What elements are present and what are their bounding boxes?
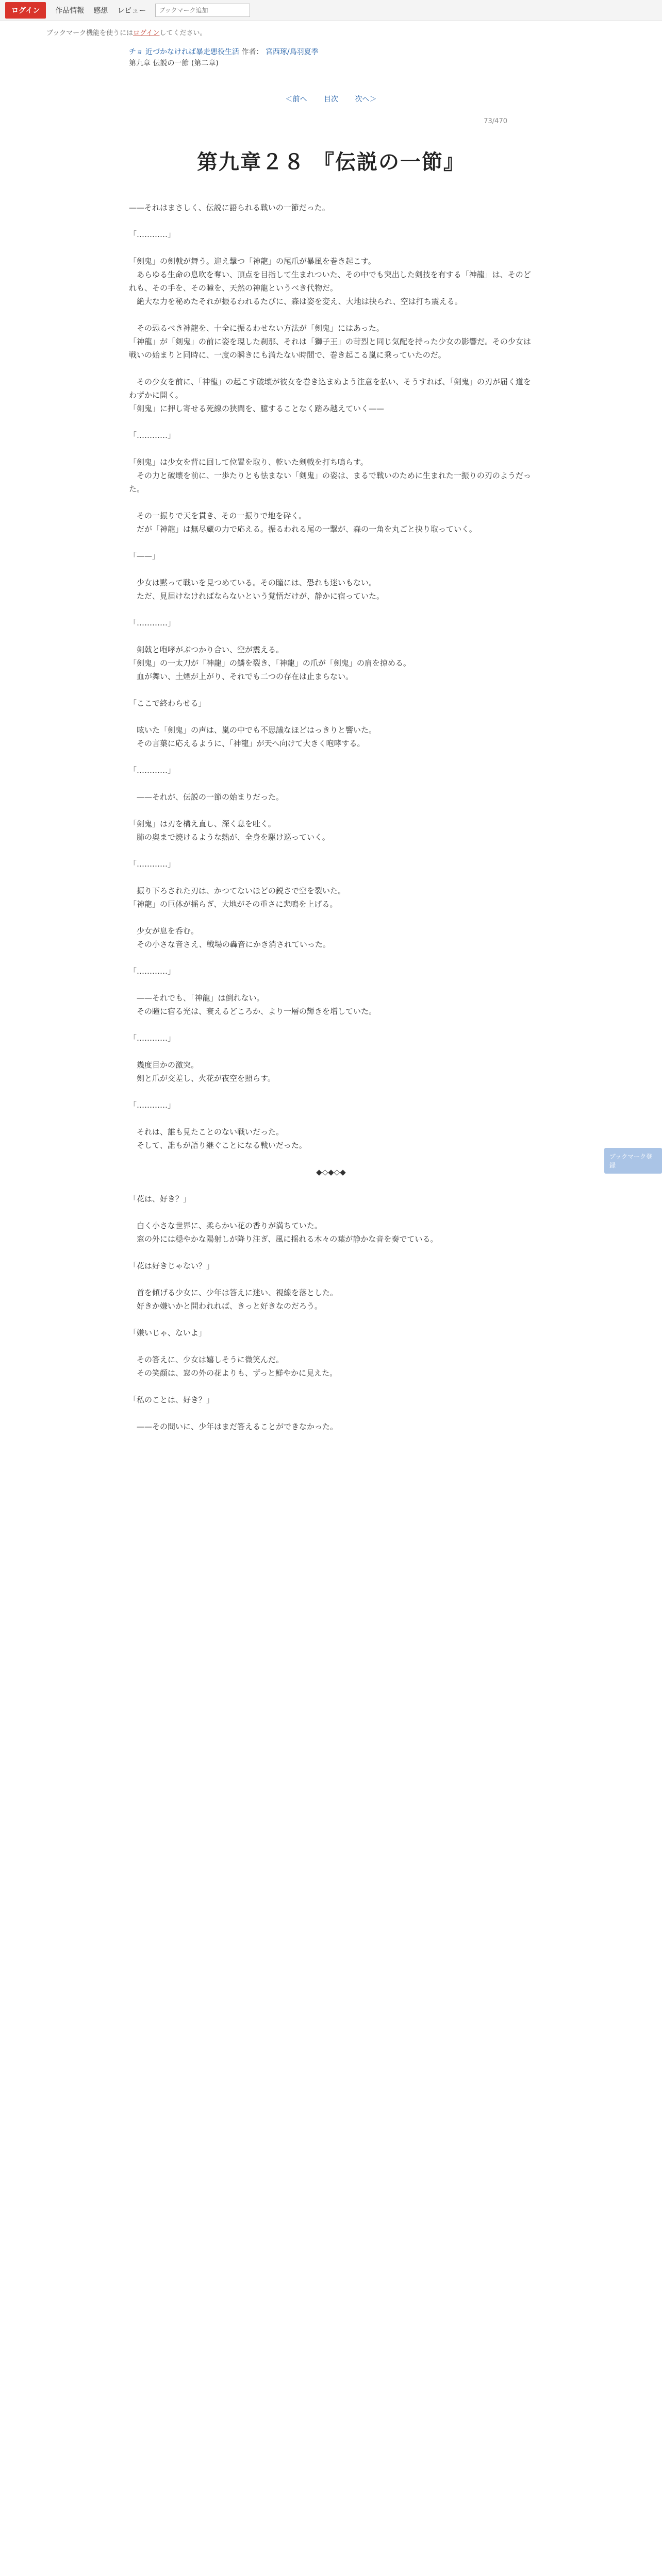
body-paragraph	[129, 1340, 533, 1353]
series-info	[0, 37, 662, 69]
body-paragraph: その恐るべき神龍を、十全に振るわせない方法が「剣鬼」にはあった。	[129, 324, 384, 333]
body-paragraph	[129, 496, 533, 509]
top-bar	[0, 0, 662, 21]
body-paragraph	[129, 1206, 533, 1219]
body-paragraph	[129, 1045, 533, 1058]
author-label: 作者：	[241, 48, 263, 56]
body-paragraph: 「私のことは、好き？」	[129, 1395, 214, 1404]
notice-prefix: ブックマーク機能を使うには	[46, 29, 134, 37]
body-paragraph: 首を傾げる少女に、少年は答えに迷い、視線を落とした。	[129, 1288, 338, 1297]
body-paragraph: 絶大な力を秘めたそれが振るわれるたびに、森は姿を変え、大地は抉られ、空は打ち震える。	[129, 297, 462, 306]
body-paragraph: 好きか嫌いかと問われれば、きっと好きなのだろう。	[129, 1301, 323, 1311]
body-paragraph: ——その問いに、少年はまだ答えることができなかった。	[129, 1422, 338, 1431]
chapter-body	[0, 201, 662, 1433]
prev-link[interactable]: ＜前へ	[285, 95, 307, 104]
body-paragraph: 「…………」	[129, 766, 176, 775]
bookmark-button[interactable]: ブックマーク登録	[604, 1148, 662, 1174]
body-paragraph	[129, 536, 533, 549]
login-button[interactable]: ログイン	[5, 2, 46, 19]
body-paragraph	[129, 1179, 533, 1192]
body-paragraph: 「神龍」が「剣鬼」の前に姿を現した刹那、それは「獅子王」の苛烈と同じ気配を持った少女の影響だ。その少女は戦いの始まりと同時に、一度の瞬きにも満たない時間で、巻き起こる嵐に乗っていたのだ。	[129, 337, 532, 360]
body-paragraph	[129, 804, 533, 817]
body-paragraph	[129, 710, 533, 723]
body-paragraph: その少女を前に、「神龍」の起こす破壊が彼女を巻き込まぬよう注意を払い、そうすれば、「剣鬼」の刃が届く道をわずかに開く。	[129, 377, 532, 400]
body-paragraph: 剣戟と咆哮がぶつかり合い、空が震える。	[129, 645, 284, 654]
body-paragraph: だが「神龍」は無尽蔵の力で応える。振るわれる尾の一撃が、森の一角を丸ごと抉り取っていく。	[129, 524, 477, 534]
body-paragraph: 「剣鬼」は刃を構え直し、深く息を吐く。	[129, 819, 276, 828]
body-paragraph: 「嫌いじゃ、ないよ」	[129, 1328, 207, 1337]
body-paragraph	[129, 630, 533, 643]
body-paragraph: 「…………」	[129, 1033, 176, 1043]
body-paragraph	[129, 750, 533, 764]
body-paragraph: 血が舞い、土煙が上がり、それでも二つの存在は止まらない。	[129, 672, 354, 681]
page-number: 73/470	[484, 117, 507, 125]
nav-review[interactable]: レビュー	[117, 7, 146, 15]
notice-suffix: してください。	[159, 29, 207, 37]
body-paragraph	[129, 442, 533, 455]
body-paragraph	[129, 1152, 533, 1165]
notice-login-link[interactable]: ログイン	[133, 29, 160, 37]
body-paragraph: その瞳に宿る光は、衰えるどころか、より一層の輝きを増していた。	[129, 1007, 377, 1016]
series-author[interactable]: 宮西琢/鳥羽夏季	[265, 48, 319, 56]
bookmark-notice	[0, 21, 662, 37]
pager	[0, 94, 662, 104]
body-paragraph: 「剣鬼」に押し寄せる死線の狭間を、臆することなく踏み越えていく——	[129, 404, 385, 413]
chapter-title: 第九章２８ 『伝説の一節』	[197, 150, 465, 174]
body-paragraph: そして、誰もが語り継ぐことになる戦いだった。	[129, 1141, 307, 1150]
body-paragraph: 剣と爪が交差し、火花が夜空を照らす。	[129, 1074, 275, 1083]
body-paragraph: ——それでも、「神龍」は倒れない。	[129, 993, 264, 1003]
body-paragraph: 「花は、好き？」	[129, 1194, 191, 1204]
chapter-line: 第九章 伝説の一節 (第二章)	[129, 59, 219, 67]
body-paragraph	[129, 1380, 533, 1393]
body-paragraph	[129, 951, 533, 964]
body-paragraph: 肺の奥まで焼けるような熱が、全身を駆け巡っていく。	[129, 833, 330, 842]
next-link[interactable]: 次へ＞	[355, 95, 377, 104]
body-paragraph: 「…………」	[129, 618, 176, 628]
body-paragraph: その小さな音さえ、戦場の轟音にかき消されていった。	[129, 940, 330, 949]
body-paragraph	[129, 871, 533, 884]
body-paragraph: 「…………」	[129, 967, 176, 976]
nav-work-info[interactable]: 作品情報	[55, 7, 85, 15]
series-title[interactable]: チョ 近づかなければ暴走悪役生活	[129, 48, 240, 56]
body-paragraph: ——それはまさしく、伝説に語られる戦いの一節だった。	[129, 203, 330, 212]
body-paragraph: その笑顔は、窓の外の花よりも、ずっと鮮やかに見えた。	[129, 1368, 338, 1378]
body-paragraph: 振り下ろされた刃は、かつてないほどの鋭さで空を裂いた。	[129, 886, 346, 895]
body-paragraph	[129, 1273, 533, 1286]
body-paragraph	[129, 911, 533, 924]
body-paragraph	[129, 415, 533, 429]
body-paragraph: 少女は黙って戦いを見つめている。その瞳には、恐れも迷いもない。	[129, 578, 377, 587]
body-paragraph: その言葉に応えるように、「神龍」が天へ向けて大きく咆哮する。	[129, 739, 365, 748]
body-paragraph	[129, 1246, 533, 1259]
body-paragraph	[129, 1018, 533, 1031]
body-paragraph: 少女が息を呑む。	[129, 926, 199, 936]
body-paragraph	[129, 362, 533, 375]
body-paragraph: 窓の外には穏やかな陽射しが降り注ぎ、風に揺れる木々の葉が静かな音を奏でている。	[129, 1234, 438, 1244]
body-paragraph	[129, 1406, 533, 1420]
body-paragraph: 「剣鬼」の一太刀が「神龍」の鱗を裂き、「神龍」の爪が「剣鬼」の肩を掠める。	[129, 658, 411, 668]
body-paragraph	[129, 978, 533, 991]
body-paragraph	[129, 777, 533, 790]
body-paragraph	[129, 603, 533, 616]
body-paragraph: その一振りで天を貫き、その一振りで地を砕く。	[129, 511, 307, 520]
body-paragraph	[129, 563, 533, 576]
body-paragraph: 幾度目かの激突。	[129, 1060, 199, 1070]
body-paragraph: 呟いた「剣鬼」の声は、嵐の中でも不思議なほどはっきりと響いた。	[129, 725, 377, 735]
body-paragraph	[129, 1313, 533, 1326]
body-paragraph	[129, 214, 533, 228]
body-paragraph: 「花は好きじゃない？」	[129, 1261, 214, 1270]
body-paragraph	[129, 241, 533, 255]
bookmark-add-field[interactable]	[155, 4, 250, 17]
body-paragraph	[129, 1085, 533, 1098]
body-paragraph: ただ、見届けなければならないという覚悟だけが、静かに宿っていた。	[129, 591, 385, 601]
body-paragraph	[129, 683, 533, 697]
body-paragraph: それは、誰も見たことのない戦いだった。	[129, 1127, 284, 1137]
body-paragraph	[129, 1112, 533, 1125]
body-paragraph: 「剣鬼」の剣戟が舞う。迎え撃つ「神龍」の尾爪が暴風を巻き起こす。	[129, 257, 376, 266]
body-paragraph: 「…………」	[129, 230, 176, 239]
body-paragraph: 「…………」	[129, 1100, 176, 1110]
body-paragraph: 「剣鬼」は少女を背に回して位置を取り、乾いた剣戟を打ち鳴らす。	[129, 457, 368, 467]
body-paragraph: 「ここで終わらせる」	[129, 699, 206, 708]
body-paragraph: 「神龍」の巨体が揺らぎ、大地がその重さに悲鳴を上げる。	[129, 900, 338, 909]
body-paragraph: 「——」	[129, 551, 160, 561]
body-paragraph: あらゆる生命の息吹を奪い、頂点を目指して生まれついた、その中でも突出した剣技を有する「神龍」は、そのどれも、その手を、その瞳を、天然の神龍というべき代物だ。	[129, 270, 531, 293]
body-paragraph: 白く小さな世界に、柔らかい花の香りが満ちていた。	[129, 1221, 322, 1230]
body-paragraph	[129, 844, 533, 857]
body-paragraph: その力と破壊を前に、一歩たりとも怯まない「剣鬼」の姿は、まるで戦いのために生まれた一振りの刃のようだった。	[129, 471, 531, 494]
body-paragraph: その答えに、少女は嬉しそうに微笑んだ。	[129, 1355, 284, 1364]
body-paragraph	[129, 308, 533, 321]
body-paragraph: 「…………」	[129, 431, 176, 440]
nav-impressions[interactable]: 感想	[93, 7, 108, 15]
index-link[interactable]: 目次	[324, 95, 338, 104]
body-paragraph: ◆◇◆◇◆	[316, 1167, 346, 1177]
body-paragraph: 「…………」	[129, 859, 176, 869]
body-paragraph: ——それが、伝説の一節の始まりだった。	[129, 792, 284, 802]
